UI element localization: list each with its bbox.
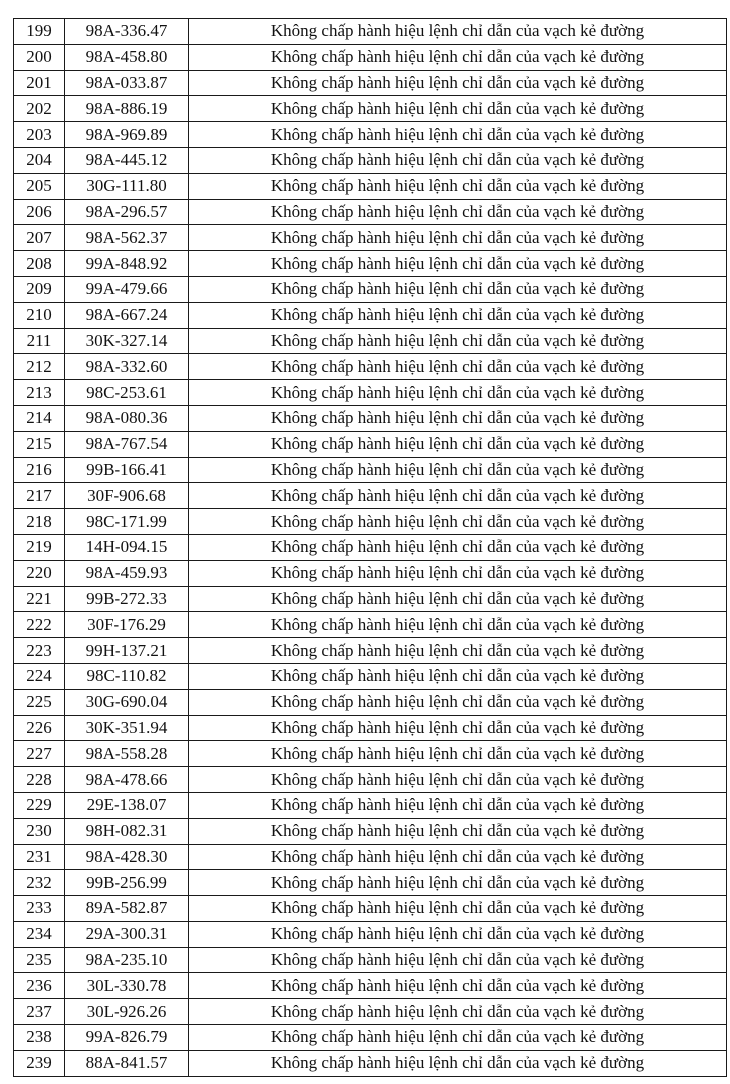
table-row [14,199,727,225]
violation-cell: Không chấp hành hiệu lệnh chỉ dẫn của vạch kẻ đường [189,431,727,457]
table-row [14,1050,727,1076]
violation-cell: Không chấp hành hiệu lệnh chỉ dẫn của vạch kẻ đường [189,638,727,664]
table-row [14,483,727,509]
table-row [14,96,727,122]
license-plate-cell: 89A-582.87 [65,896,189,922]
table-row [14,947,727,973]
license-plate-cell: 88A-841.57 [65,1050,189,1076]
row-number-cell: 218 [14,509,65,535]
license-plate-cell: 98A-767.54 [65,431,189,457]
row-number-cell: 221 [14,586,65,612]
violation-cell: Không chấp hành hiệu lệnh chỉ dẫn của vạch kẻ đường [189,947,727,973]
table-row [14,689,727,715]
license-plate-cell: 98A-080.36 [65,405,189,431]
row-number-cell: 210 [14,302,65,328]
table-row [14,457,727,483]
table-row [14,921,727,947]
violation-cell: Không chấp hành hiệu lệnh chỉ dẫn của vạch kẻ đường [189,999,727,1025]
violation-cell: Không chấp hành hiệu lệnh chỉ dẫn của vạch kẻ đường [189,586,727,612]
row-number-cell: 228 [14,767,65,793]
row-number-cell: 214 [14,405,65,431]
table-row [14,225,727,251]
row-number-cell: 236 [14,973,65,999]
violation-cell: Không chấp hành hiệu lệnh chỉ dẫn của vạch kẻ đường [189,96,727,122]
table-row [14,638,727,664]
license-plate-cell: 30K-327.14 [65,328,189,354]
license-plate-cell: 29E-138.07 [65,792,189,818]
table-row [14,405,727,431]
row-number-cell: 202 [14,96,65,122]
violation-cell: Không chấp hành hiệu lệnh chỉ dẫn của vạch kẻ đường [189,251,727,277]
license-plate-cell: 98A-428.30 [65,844,189,870]
violation-cell: Không chấp hành hiệu lệnh chỉ dẫn của vạch kẻ đường [189,1050,727,1076]
violation-cell: Không chấp hành hiệu lệnh chỉ dẫn của vạch kẻ đường [189,302,727,328]
table-row [14,1025,727,1051]
table-row [14,276,727,302]
table-row [14,818,727,844]
license-plate-cell: 98C-110.82 [65,663,189,689]
table-row [14,431,727,457]
table-row [14,973,727,999]
violation-cell: Không chấp hành hiệu lệnh chỉ dẫn của vạch kẻ đường [189,612,727,638]
table-row [14,354,727,380]
violation-cell: Không chấp hành hiệu lệnh chỉ dẫn của vạch kẻ đường [189,792,727,818]
license-plate-cell: 14H-094.15 [65,534,189,560]
row-number-cell: 227 [14,741,65,767]
license-plate-cell: 99A-848.92 [65,251,189,277]
license-plate-cell: 98A-478.66 [65,767,189,793]
license-plate-cell: 98A-969.89 [65,122,189,148]
row-number-cell: 211 [14,328,65,354]
table-row [14,741,727,767]
row-number-cell: 234 [14,921,65,947]
license-plate-cell: 99B-256.99 [65,870,189,896]
table-row [14,715,727,741]
table-row [14,586,727,612]
row-number-cell: 231 [14,844,65,870]
violation-cell: Không chấp hành hiệu lệnh chỉ dẫn của vạch kẻ đường [189,870,727,896]
violation-cell: Không chấp hành hiệu lệnh chỉ dẫn của vạch kẻ đường [189,534,727,560]
violation-cell: Không chấp hành hiệu lệnh chỉ dẫn của vạch kẻ đường [189,147,727,173]
license-plate-cell: 30L-330.78 [65,973,189,999]
license-plate-cell: 30L-926.26 [65,999,189,1025]
license-plate-cell: 98A-667.24 [65,302,189,328]
violation-cell: Không chấp hành hiệu lệnh chỉ dẫn của vạch kẻ đường [189,173,727,199]
license-plate-cell: 98H-082.31 [65,818,189,844]
license-plate-cell: 98A-562.37 [65,225,189,251]
table-row [14,896,727,922]
violation-cell: Không chấp hành hiệu lệnh chỉ dẫn của vạch kẻ đường [189,973,727,999]
row-number-cell: 229 [14,792,65,818]
license-plate-cell: 98A-459.93 [65,560,189,586]
table-row [14,560,727,586]
row-number-cell: 223 [14,638,65,664]
row-number-cell: 201 [14,70,65,96]
license-plate-cell: 99B-272.33 [65,586,189,612]
violation-cell: Không chấp hành hiệu lệnh chỉ dẫn của vạch kẻ đường [189,509,727,535]
violation-cell: Không chấp hành hiệu lệnh chỉ dẫn của vạch kẻ đường [189,328,727,354]
row-number-cell: 220 [14,560,65,586]
row-number-cell: 203 [14,122,65,148]
table-row [14,612,727,638]
row-number-cell: 226 [14,715,65,741]
violation-cell: Không chấp hành hiệu lệnh chỉ dẫn của vạch kẻ đường [189,767,727,793]
violations-table-body [14,19,727,1077]
violation-cell: Không chấp hành hiệu lệnh chỉ dẫn của vạch kẻ đường [189,122,727,148]
table-row [14,19,727,45]
row-number-cell: 206 [14,199,65,225]
violation-cell: Không chấp hành hiệu lệnh chỉ dẫn của vạch kẻ đường [189,663,727,689]
table-row [14,663,727,689]
violation-cell: Không chấp hành hiệu lệnh chỉ dẫn của vạch kẻ đường [189,19,727,45]
table-row [14,534,727,560]
row-number-cell: 232 [14,870,65,896]
row-number-cell: 209 [14,276,65,302]
row-number-cell: 239 [14,1050,65,1076]
violation-cell: Không chấp hành hiệu lệnh chỉ dẫn của vạch kẻ đường [189,225,727,251]
violation-cell: Không chấp hành hiệu lệnh chỉ dẫn của vạch kẻ đường [189,44,727,70]
row-number-cell: 200 [14,44,65,70]
license-plate-cell: 99A-479.66 [65,276,189,302]
license-plate-cell: 98A-445.12 [65,147,189,173]
violation-cell: Không chấp hành hiệu lệnh chỉ dẫn của vạch kẻ đường [189,70,727,96]
row-number-cell: 237 [14,999,65,1025]
table-row [14,328,727,354]
row-number-cell: 208 [14,251,65,277]
table-row [14,767,727,793]
violation-cell: Không chấp hành hiệu lệnh chỉ dẫn của vạch kẻ đường [189,1025,727,1051]
table-row [14,870,727,896]
violation-cell: Không chấp hành hiệu lệnh chỉ dẫn của vạch kẻ đường [189,354,727,380]
license-plate-cell: 98C-253.61 [65,380,189,406]
row-number-cell: 215 [14,431,65,457]
row-number-cell: 219 [14,534,65,560]
license-plate-cell: 98C-171.99 [65,509,189,535]
license-plate-cell: 98A-033.87 [65,70,189,96]
table-row [14,251,727,277]
license-plate-cell: 30F-906.68 [65,483,189,509]
license-plate-cell: 98A-336.47 [65,19,189,45]
table-row [14,173,727,199]
row-number-cell: 235 [14,947,65,973]
table-row [14,122,727,148]
violation-cell: Không chấp hành hiệu lệnh chỉ dẫn của vạch kẻ đường [189,380,727,406]
violation-cell: Không chấp hành hiệu lệnh chỉ dẫn của vạch kẻ đường [189,921,727,947]
violation-cell: Không chấp hành hiệu lệnh chỉ dẫn của vạch kẻ đường [189,276,727,302]
violation-cell: Không chấp hành hiệu lệnh chỉ dẫn của vạch kẻ đường [189,560,727,586]
license-plate-cell: 30G-111.80 [65,173,189,199]
violation-cell: Không chấp hành hiệu lệnh chỉ dẫn của vạch kẻ đường [189,715,727,741]
license-plate-cell: 30F-176.29 [65,612,189,638]
violation-cell: Không chấp hành hiệu lệnh chỉ dẫn của vạch kẻ đường [189,741,727,767]
table-row [14,999,727,1025]
violation-cell: Không chấp hành hiệu lệnh chỉ dẫn của vạch kẻ đường [189,457,727,483]
license-plate-cell: 29A-300.31 [65,921,189,947]
violation-cell: Không chấp hành hiệu lệnh chỉ dẫn của vạch kẻ đường [189,896,727,922]
violation-cell: Không chấp hành hiệu lệnh chỉ dẫn của vạch kẻ đường [189,199,727,225]
violation-cell: Không chấp hành hiệu lệnh chỉ dẫn của vạch kẻ đường [189,844,727,870]
row-number-cell: 217 [14,483,65,509]
license-plate-cell: 98A-886.19 [65,96,189,122]
license-plate-cell: 98A-296.57 [65,199,189,225]
license-plate-cell: 98A-558.28 [65,741,189,767]
row-number-cell: 224 [14,663,65,689]
row-number-cell: 216 [14,457,65,483]
table-row [14,44,727,70]
violation-cell: Không chấp hành hiệu lệnh chỉ dẫn của vạch kẻ đường [189,483,727,509]
license-plate-cell: 30G-690.04 [65,689,189,715]
row-number-cell: 238 [14,1025,65,1051]
license-plate-cell: 98A-332.60 [65,354,189,380]
table-row [14,509,727,535]
violation-cell: Không chấp hành hiệu lệnh chỉ dẫn của vạch kẻ đường [189,818,727,844]
row-number-cell: 207 [14,225,65,251]
row-number-cell: 222 [14,612,65,638]
violation-cell: Không chấp hành hiệu lệnh chỉ dẫn của vạch kẻ đường [189,689,727,715]
table-row [14,380,727,406]
row-number-cell: 204 [14,147,65,173]
license-plate-cell: 99H-137.21 [65,638,189,664]
table-row [14,147,727,173]
license-plate-cell: 98A-458.80 [65,44,189,70]
table-row [14,302,727,328]
license-plate-cell: 98A-235.10 [65,947,189,973]
row-number-cell: 233 [14,896,65,922]
row-number-cell: 230 [14,818,65,844]
table-row [14,844,727,870]
license-plate-cell: 99A-826.79 [65,1025,189,1051]
document-page [13,18,726,1077]
row-number-cell: 213 [14,380,65,406]
row-number-cell: 225 [14,689,65,715]
license-plate-cell: 99B-166.41 [65,457,189,483]
table-row [14,70,727,96]
violation-cell: Không chấp hành hiệu lệnh chỉ dẫn của vạch kẻ đường [189,405,727,431]
row-number-cell: 212 [14,354,65,380]
violations-table [13,18,727,1077]
table-row [14,792,727,818]
row-number-cell: 205 [14,173,65,199]
license-plate-cell: 30K-351.94 [65,715,189,741]
row-number-cell: 199 [14,19,65,45]
